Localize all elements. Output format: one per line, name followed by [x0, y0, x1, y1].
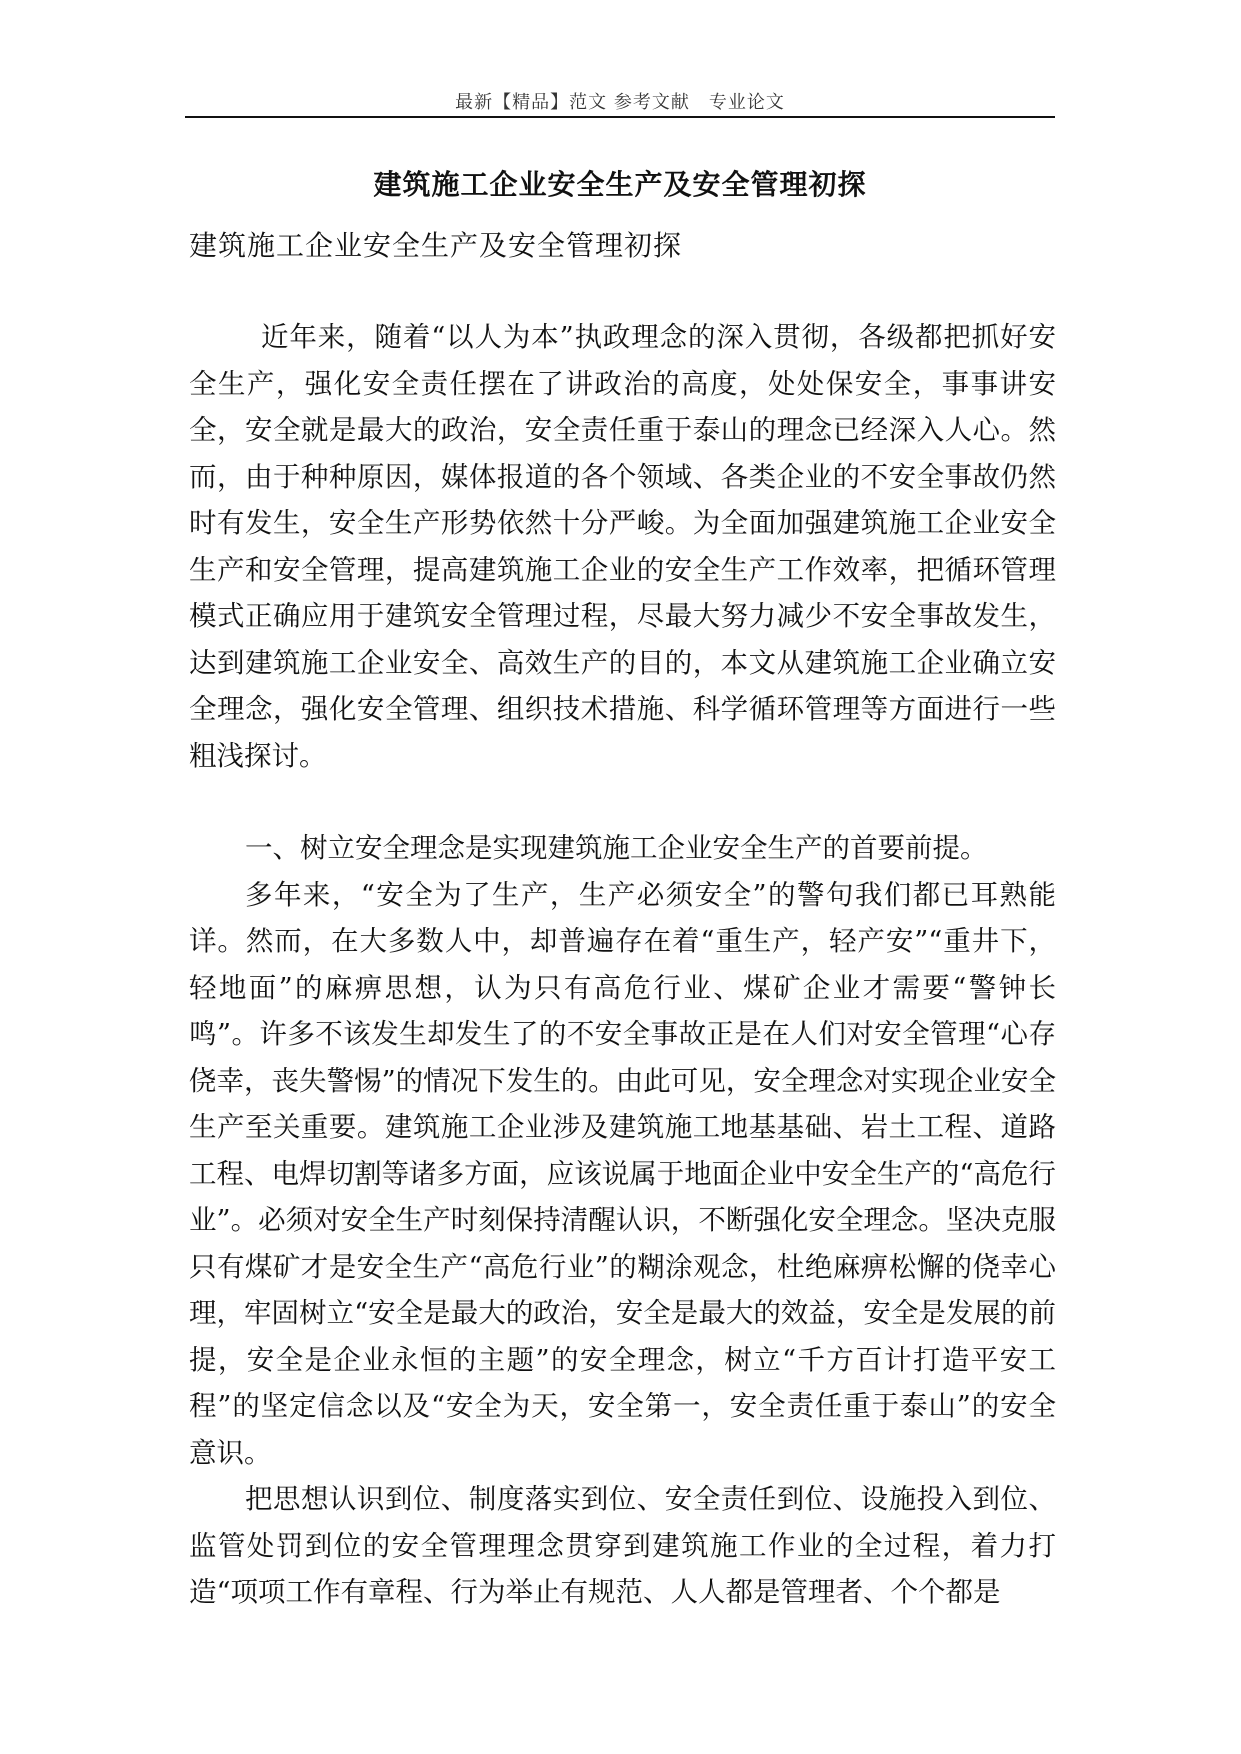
document-subtitle: 建筑施工企业安全生产及安全管理初探 — [189, 229, 683, 262]
header-rule — [185, 116, 1055, 118]
paragraph-safety-concept: 多年来，“安全为了生产，生产必须安全”的警句我们都已耳熟能详。然而，在大多数人中，却普遍存在着“重生产，轻产安”“重井下，轻地面”的麻痹思想，认为只有高危行业、煤矿企业才需要“警钟长鸣”。许多不该发生却发生了的不安全事故正是在人们对安全管理“心存侥幸，丧失警惕”的情况下发生的。由此可见，安全理念对实现企业安全生产至关重要。建筑施工企业涉及建筑施工地基基础、岩土工程、道路工程、电焊切割等诸多方面，应该说属于地面企业中安全生产的“高危行业”。必须对安全生产时刻保持清醒认识，不断强化安全理念。坚决克服只有煤矿才是安全生产“高危行业”的糊涂观念，杜绝麻痹松懈的侥幸心理，牢固树立“安全是最大的政治，安全是最大的效益，安全是发展的前提，安全是企业永恒的主题”的安全理念，树立“千方百计打造平安工程”的坚定信念以及“安全为天，安全第一，安全责任重于泰山”的安全意识。 — [189, 878, 1056, 1469]
body-text — [189, 314, 1056, 1616]
section-heading: 一、树立安全理念是实现建筑施工企业安全生产的首要前提。 — [245, 832, 988, 864]
document-title: 建筑施工企业安全生产及安全管理初探 — [373, 168, 867, 201]
paragraph-management-concept: 把思想认识到位、制度落实到位、安全责任到位、设施投入到位、监管处罚到位的安全管理理念贯穿到建筑施工作业的全过程，着力打造“项项工作有章程、行为举止有规范、人人都是管理者、个个都是 — [189, 1483, 1056, 1608]
paragraph-intro: 近年来，随着“以人为本”执政理念的深入贯彻，各级都把抓好安全生产，强化安全责任摆在了讲政治的高度，处处保安全，事事讲安全，安全就是最大的政治，安全责任重于泰山的理念已经深入人心。然而，由于种种原因，媒体报道的各个领域、各类企业的不安全事故仍然时有发生，安全生产形势依然十分严峻。为全面加强建筑施工企业安全生产和安全管理，提高建筑施工企业的安全生产工作效率，把循环管理模式正确应用于建筑安全管理过程，尽最大努力减少不安全事故发生，达到建筑施工企业安全、高效生产的目的，本文从建筑施工企业确立安全理念，强化安全管理、组织技术措施、科学循环管理等方面进行一些粗浅探讨。 — [189, 321, 1056, 772]
paragraph-gap — [189, 779, 1056, 825]
running-header: 最新【精品】范文 参考文献 专业论文 — [455, 92, 785, 113]
